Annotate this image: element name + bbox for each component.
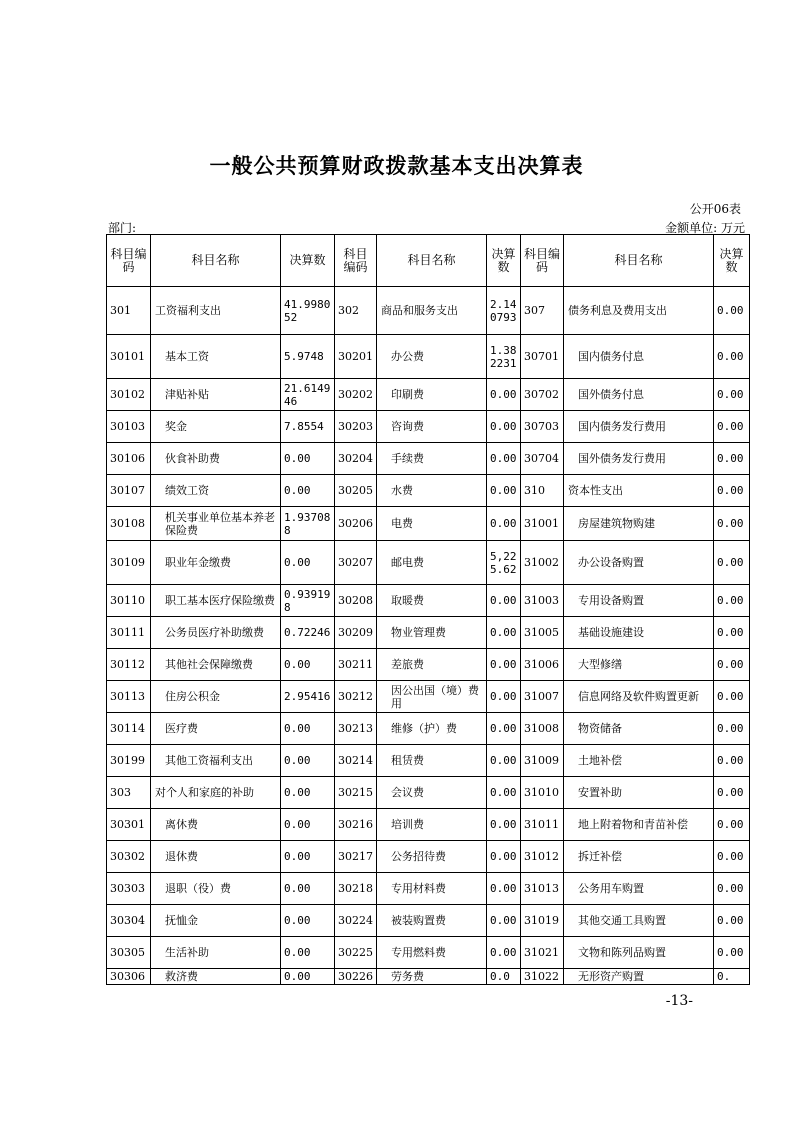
table-row <box>107 335 750 379</box>
subject-name-cell: 差旅费 <box>377 649 487 681</box>
subject-name-cell: 物业管理费 <box>377 617 487 649</box>
subject-code-cell: 30305 <box>107 937 151 969</box>
subject-name-cell: 培训费 <box>377 809 487 841</box>
subject-name-cell: 手续费 <box>377 443 487 475</box>
subject-code-cell: 31012 <box>521 841 564 873</box>
subject-name-cell: 办公费 <box>377 335 487 379</box>
subject-name-cell: 工资福利支出 <box>151 287 281 335</box>
subject-name-cell: 基本工资 <box>151 335 281 379</box>
subject-code-cell: 30107 <box>107 475 151 507</box>
amount-cell: 0.00 <box>281 649 335 681</box>
subject-code-cell: 30218 <box>335 873 377 905</box>
subject-name-cell: 债务利息及费用支出 <box>564 287 714 335</box>
subject-name-cell: 退职（役）费 <box>151 873 281 905</box>
amount-cell: 0.00 <box>487 617 521 649</box>
subject-name-cell: 公务招待费 <box>377 841 487 873</box>
subject-code-cell: 30112 <box>107 649 151 681</box>
amount-cell: 0.00 <box>281 809 335 841</box>
subject-name-cell: 物资储备 <box>564 713 714 745</box>
table-row <box>107 649 750 681</box>
amount-cell: 0.00 <box>714 585 750 617</box>
amount-cell: 0.00 <box>487 443 521 475</box>
subject-code-cell: 31005 <box>521 617 564 649</box>
amount-cell: 0.00 <box>487 745 521 777</box>
amount-cell: 0.00 <box>714 507 750 541</box>
subject-code-cell: 30203 <box>335 411 377 443</box>
subject-code-cell: 30103 <box>107 411 151 443</box>
subject-code-cell: 31001 <box>521 507 564 541</box>
table-row <box>107 777 750 809</box>
subject-code-cell: 31013 <box>521 873 564 905</box>
amount-cell: 0.00 <box>714 681 750 713</box>
subject-name-cell: 绩效工资 <box>151 475 281 507</box>
subject-name-cell: 专用材料费 <box>377 873 487 905</box>
table-row <box>107 713 750 745</box>
table-row <box>107 809 750 841</box>
subject-code-cell: 30211 <box>335 649 377 681</box>
subject-code-cell: 31006 <box>521 649 564 681</box>
subject-name-cell: 基础设施建设 <box>564 617 714 649</box>
amount-cell: 0.00 <box>714 649 750 681</box>
page-title: 一般公共预算财政拨款基本支出决算表 <box>209 153 584 178</box>
amount-cell: 0.00 <box>281 713 335 745</box>
subject-code-cell: 30217 <box>335 841 377 873</box>
subject-code-cell: 30199 <box>107 745 151 777</box>
subject-code-cell: 30301 <box>107 809 151 841</box>
amount-cell: 0.00 <box>487 649 521 681</box>
amount-cell: 0.00 <box>487 475 521 507</box>
amount-cell: 0.00 <box>714 287 750 335</box>
subject-name-cell: 生活补助 <box>151 937 281 969</box>
subject-name-cell: 其他社会保障缴费 <box>151 649 281 681</box>
subject-name-cell: 邮电费 <box>377 541 487 585</box>
table-row <box>107 443 750 475</box>
subject-name-cell: 无形资产购置 <box>564 969 714 985</box>
subject-name-cell: 电费 <box>377 507 487 541</box>
subject-name-cell: 拆迁补偿 <box>564 841 714 873</box>
table-row <box>107 287 750 335</box>
table-row <box>107 507 750 541</box>
amount-cell: 0.00 <box>714 713 750 745</box>
amount-cell: 0.00 <box>281 475 335 507</box>
unit-label: 金额单位: 万元 <box>665 221 745 235</box>
subject-name-cell: 伙食补助费 <box>151 443 281 475</box>
amount-cell: 0.00 <box>281 905 335 937</box>
subject-name-cell: 文物和陈列品购置 <box>564 937 714 969</box>
subject-code-cell: 30215 <box>335 777 377 809</box>
amount-cell: 0.00 <box>281 937 335 969</box>
table-row <box>107 541 750 585</box>
subject-name-cell: 水费 <box>377 475 487 507</box>
table-row <box>107 475 750 507</box>
subject-code-cell: 30209 <box>335 617 377 649</box>
amount-cell: 2.95416 <box>281 681 335 713</box>
amount-cell: 0.00 <box>714 541 750 585</box>
subject-name-cell: 被装购置费 <box>377 905 487 937</box>
amount-cell: 0.00 <box>487 777 521 809</box>
amount-cell: 0.00 <box>281 841 335 873</box>
subject-name-cell: 信息网络及软件购置更新 <box>564 681 714 713</box>
subject-name-cell: 土地补偿 <box>564 745 714 777</box>
amount-cell: 0.00 <box>487 937 521 969</box>
amount-cell: 1.937088 <box>281 507 335 541</box>
amount-cell: 0.00 <box>281 541 335 585</box>
amount-cell: 0.00 <box>487 873 521 905</box>
subject-name-cell: 劳务费 <box>377 969 487 985</box>
amount-cell: 0.00 <box>714 937 750 969</box>
subject-name-cell: 房屋建筑物购建 <box>564 507 714 541</box>
header-name-1: 科目名称 <box>151 235 281 287</box>
subject-code-cell: 30101 <box>107 335 151 379</box>
subject-code-cell: 31010 <box>521 777 564 809</box>
subject-code-cell: 30111 <box>107 617 151 649</box>
department-label: 部门: <box>108 221 137 235</box>
amount-cell: 0.00 <box>487 809 521 841</box>
subject-name-cell: 国外债务付息 <box>564 379 714 411</box>
subject-name-cell: 资本性支出 <box>564 475 714 507</box>
table-row <box>107 841 750 873</box>
subject-name-cell: 取暖费 <box>377 585 487 617</box>
amount-cell: 0.00 <box>487 841 521 873</box>
amount-cell: 0.00 <box>714 809 750 841</box>
subject-code-cell: 30226 <box>335 969 377 985</box>
amount-cell: 0.00 <box>487 585 521 617</box>
amount-cell: 0.00 <box>281 745 335 777</box>
amount-cell: 0.00 <box>281 873 335 905</box>
subject-code-cell: 30304 <box>107 905 151 937</box>
amount-cell: 0. <box>714 969 750 985</box>
subject-name-cell: 公务员医疗补助缴费 <box>151 617 281 649</box>
amount-cell: 1.382231 <box>487 335 521 379</box>
subject-code-cell: 30702 <box>521 379 564 411</box>
subject-code-cell: 30114 <box>107 713 151 745</box>
header-code-2: 科目编码 <box>335 235 377 287</box>
amount-cell: 2.140793 <box>487 287 521 335</box>
amount-cell: 5.9748 <box>281 335 335 379</box>
table-row <box>107 379 750 411</box>
amount-cell: 0.00 <box>487 411 521 443</box>
subject-code-cell: 30704 <box>521 443 564 475</box>
subject-code-cell: 30213 <box>335 713 377 745</box>
subject-name-cell: 其他交通工具购置 <box>564 905 714 937</box>
subject-code-cell: 31022 <box>521 969 564 985</box>
subject-name-cell: 印刷费 <box>377 379 487 411</box>
subject-name-cell: 救济费 <box>151 969 281 985</box>
subject-code-cell: 30703 <box>521 411 564 443</box>
subject-code-cell: 30701 <box>521 335 564 379</box>
subject-code-cell: 301 <box>107 287 151 335</box>
header-amount-3: 决算数 <box>714 235 750 287</box>
subject-name-cell: 国内债务付息 <box>564 335 714 379</box>
amount-cell: 0.00 <box>714 443 750 475</box>
table-row <box>107 617 750 649</box>
subject-code-cell: 303 <box>107 777 151 809</box>
subject-name-cell: 退休费 <box>151 841 281 873</box>
amount-cell: 0.00 <box>487 681 521 713</box>
subject-code-cell: 30212 <box>335 681 377 713</box>
subject-name-cell: 医疗费 <box>151 713 281 745</box>
subject-name-cell: 其他工资福利支出 <box>151 745 281 777</box>
subject-name-cell: 公务用车购置 <box>564 873 714 905</box>
subject-name-cell: 对个人和家庭的补助 <box>151 777 281 809</box>
table-row <box>107 745 750 777</box>
subject-code-cell: 31003 <box>521 585 564 617</box>
subject-name-cell: 专用燃料费 <box>377 937 487 969</box>
table-row <box>107 937 750 969</box>
subject-name-cell: 职业年金缴费 <box>151 541 281 585</box>
subject-code-cell: 30208 <box>335 585 377 617</box>
subject-name-cell: 奖金 <box>151 411 281 443</box>
amount-cell: 0.00 <box>714 745 750 777</box>
subject-code-cell: 31011 <box>521 809 564 841</box>
subject-name-cell: 离休费 <box>151 809 281 841</box>
table-row <box>107 873 750 905</box>
header-row <box>107 235 750 287</box>
amount-cell: 0.00 <box>714 379 750 411</box>
subject-code-cell: 30201 <box>335 335 377 379</box>
table-row <box>107 585 750 617</box>
subject-code-cell: 310 <box>521 475 564 507</box>
page-number: -13- <box>665 993 693 1009</box>
amount-cell: 0.0 <box>487 969 521 985</box>
subject-name-cell: 咨询费 <box>377 411 487 443</box>
amount-cell: 0.00 <box>714 475 750 507</box>
amount-cell: 0.00 <box>281 443 335 475</box>
subject-code-cell: 30303 <box>107 873 151 905</box>
subject-name-cell: 会议费 <box>377 777 487 809</box>
subject-code-cell: 30102 <box>107 379 151 411</box>
amount-cell: 0.00 <box>487 379 521 411</box>
amount-cell: 0.00 <box>487 905 521 937</box>
form-number: 公开06表 <box>689 202 741 216</box>
amount-cell: 0.00 <box>714 335 750 379</box>
subject-code-cell: 31008 <box>521 713 564 745</box>
amount-cell: 0.00 <box>281 777 335 809</box>
amount-cell: 0.00 <box>714 617 750 649</box>
subject-name-cell: 因公出国（境）费用 <box>377 681 487 713</box>
subject-name-cell: 住房公积金 <box>151 681 281 713</box>
subject-name-cell: 抚恤金 <box>151 905 281 937</box>
subject-code-cell: 30109 <box>107 541 151 585</box>
header-code-3: 科目编码 <box>521 235 564 287</box>
header-amount-2: 决算数 <box>487 235 521 287</box>
subject-code-cell: 30202 <box>335 379 377 411</box>
subject-name-cell: 专用设备购置 <box>564 585 714 617</box>
subject-name-cell: 安置补助 <box>564 777 714 809</box>
subject-code-cell: 31019 <box>521 905 564 937</box>
subject-code-cell: 31021 <box>521 937 564 969</box>
amount-cell: 41.998052 <box>281 287 335 335</box>
amount-cell: 0.00 <box>714 841 750 873</box>
amount-cell: 21.614946 <box>281 379 335 411</box>
amount-cell: 0.00 <box>714 905 750 937</box>
amount-cell: 5,225.62 <box>487 541 521 585</box>
subject-code-cell: 30113 <box>107 681 151 713</box>
subject-code-cell: 31009 <box>521 745 564 777</box>
subject-code-cell: 30206 <box>335 507 377 541</box>
subject-code-cell: 307 <box>521 287 564 335</box>
subject-name-cell: 职工基本医疗保险缴费 <box>151 585 281 617</box>
subject-code-cell: 30108 <box>107 507 151 541</box>
table-row <box>107 681 750 713</box>
amount-cell: 0.00 <box>487 507 521 541</box>
header-name-3: 科目名称 <box>564 235 714 287</box>
subject-code-cell: 30204 <box>335 443 377 475</box>
subject-name-cell: 维修（护）费 <box>377 713 487 745</box>
amount-cell: 0.00 <box>714 411 750 443</box>
subject-code-cell: 30207 <box>335 541 377 585</box>
subject-name-cell: 国内债务发行费用 <box>564 411 714 443</box>
header-name-2: 科目名称 <box>377 235 487 287</box>
subject-name-cell: 地上附着物和青苗补偿 <box>564 809 714 841</box>
subject-code-cell: 30110 <box>107 585 151 617</box>
subject-code-cell: 30214 <box>335 745 377 777</box>
subject-code-cell: 31007 <box>521 681 564 713</box>
subject-code-cell: 30224 <box>335 905 377 937</box>
subject-code-cell: 30306 <box>107 969 151 985</box>
subject-name-cell: 机关事业单位基本养老保险费 <box>151 507 281 541</box>
subject-name-cell: 商品和服务支出 <box>377 287 487 335</box>
amount-cell: 0.00 <box>281 969 335 985</box>
subject-name-cell: 租赁费 <box>377 745 487 777</box>
header-amount-1: 决算数 <box>281 235 335 287</box>
subject-name-cell: 办公设备购置 <box>564 541 714 585</box>
table-row <box>107 905 750 937</box>
subject-name-cell: 津贴补贴 <box>151 379 281 411</box>
subject-code-cell: 302 <box>335 287 377 335</box>
amount-cell: 0.00 <box>714 777 750 809</box>
table-row <box>107 411 750 443</box>
subject-name-cell: 国外债务发行费用 <box>564 443 714 475</box>
subject-code-cell: 30216 <box>335 809 377 841</box>
header-code-1: 科目编码 <box>107 235 151 287</box>
amount-cell: 0.00 <box>714 873 750 905</box>
amount-cell: 0.00 <box>487 713 521 745</box>
expenditure-table <box>106 234 750 985</box>
subject-code-cell: 30106 <box>107 443 151 475</box>
subject-code-cell: 30302 <box>107 841 151 873</box>
subject-code-cell: 30225 <box>335 937 377 969</box>
amount-cell: 0.939198 <box>281 585 335 617</box>
amount-cell: 0.72246 <box>281 617 335 649</box>
subject-name-cell: 大型修缮 <box>564 649 714 681</box>
amount-cell: 7.8554 <box>281 411 335 443</box>
subject-code-cell: 30205 <box>335 475 377 507</box>
subject-code-cell: 31002 <box>521 541 564 585</box>
table-row <box>107 969 750 985</box>
